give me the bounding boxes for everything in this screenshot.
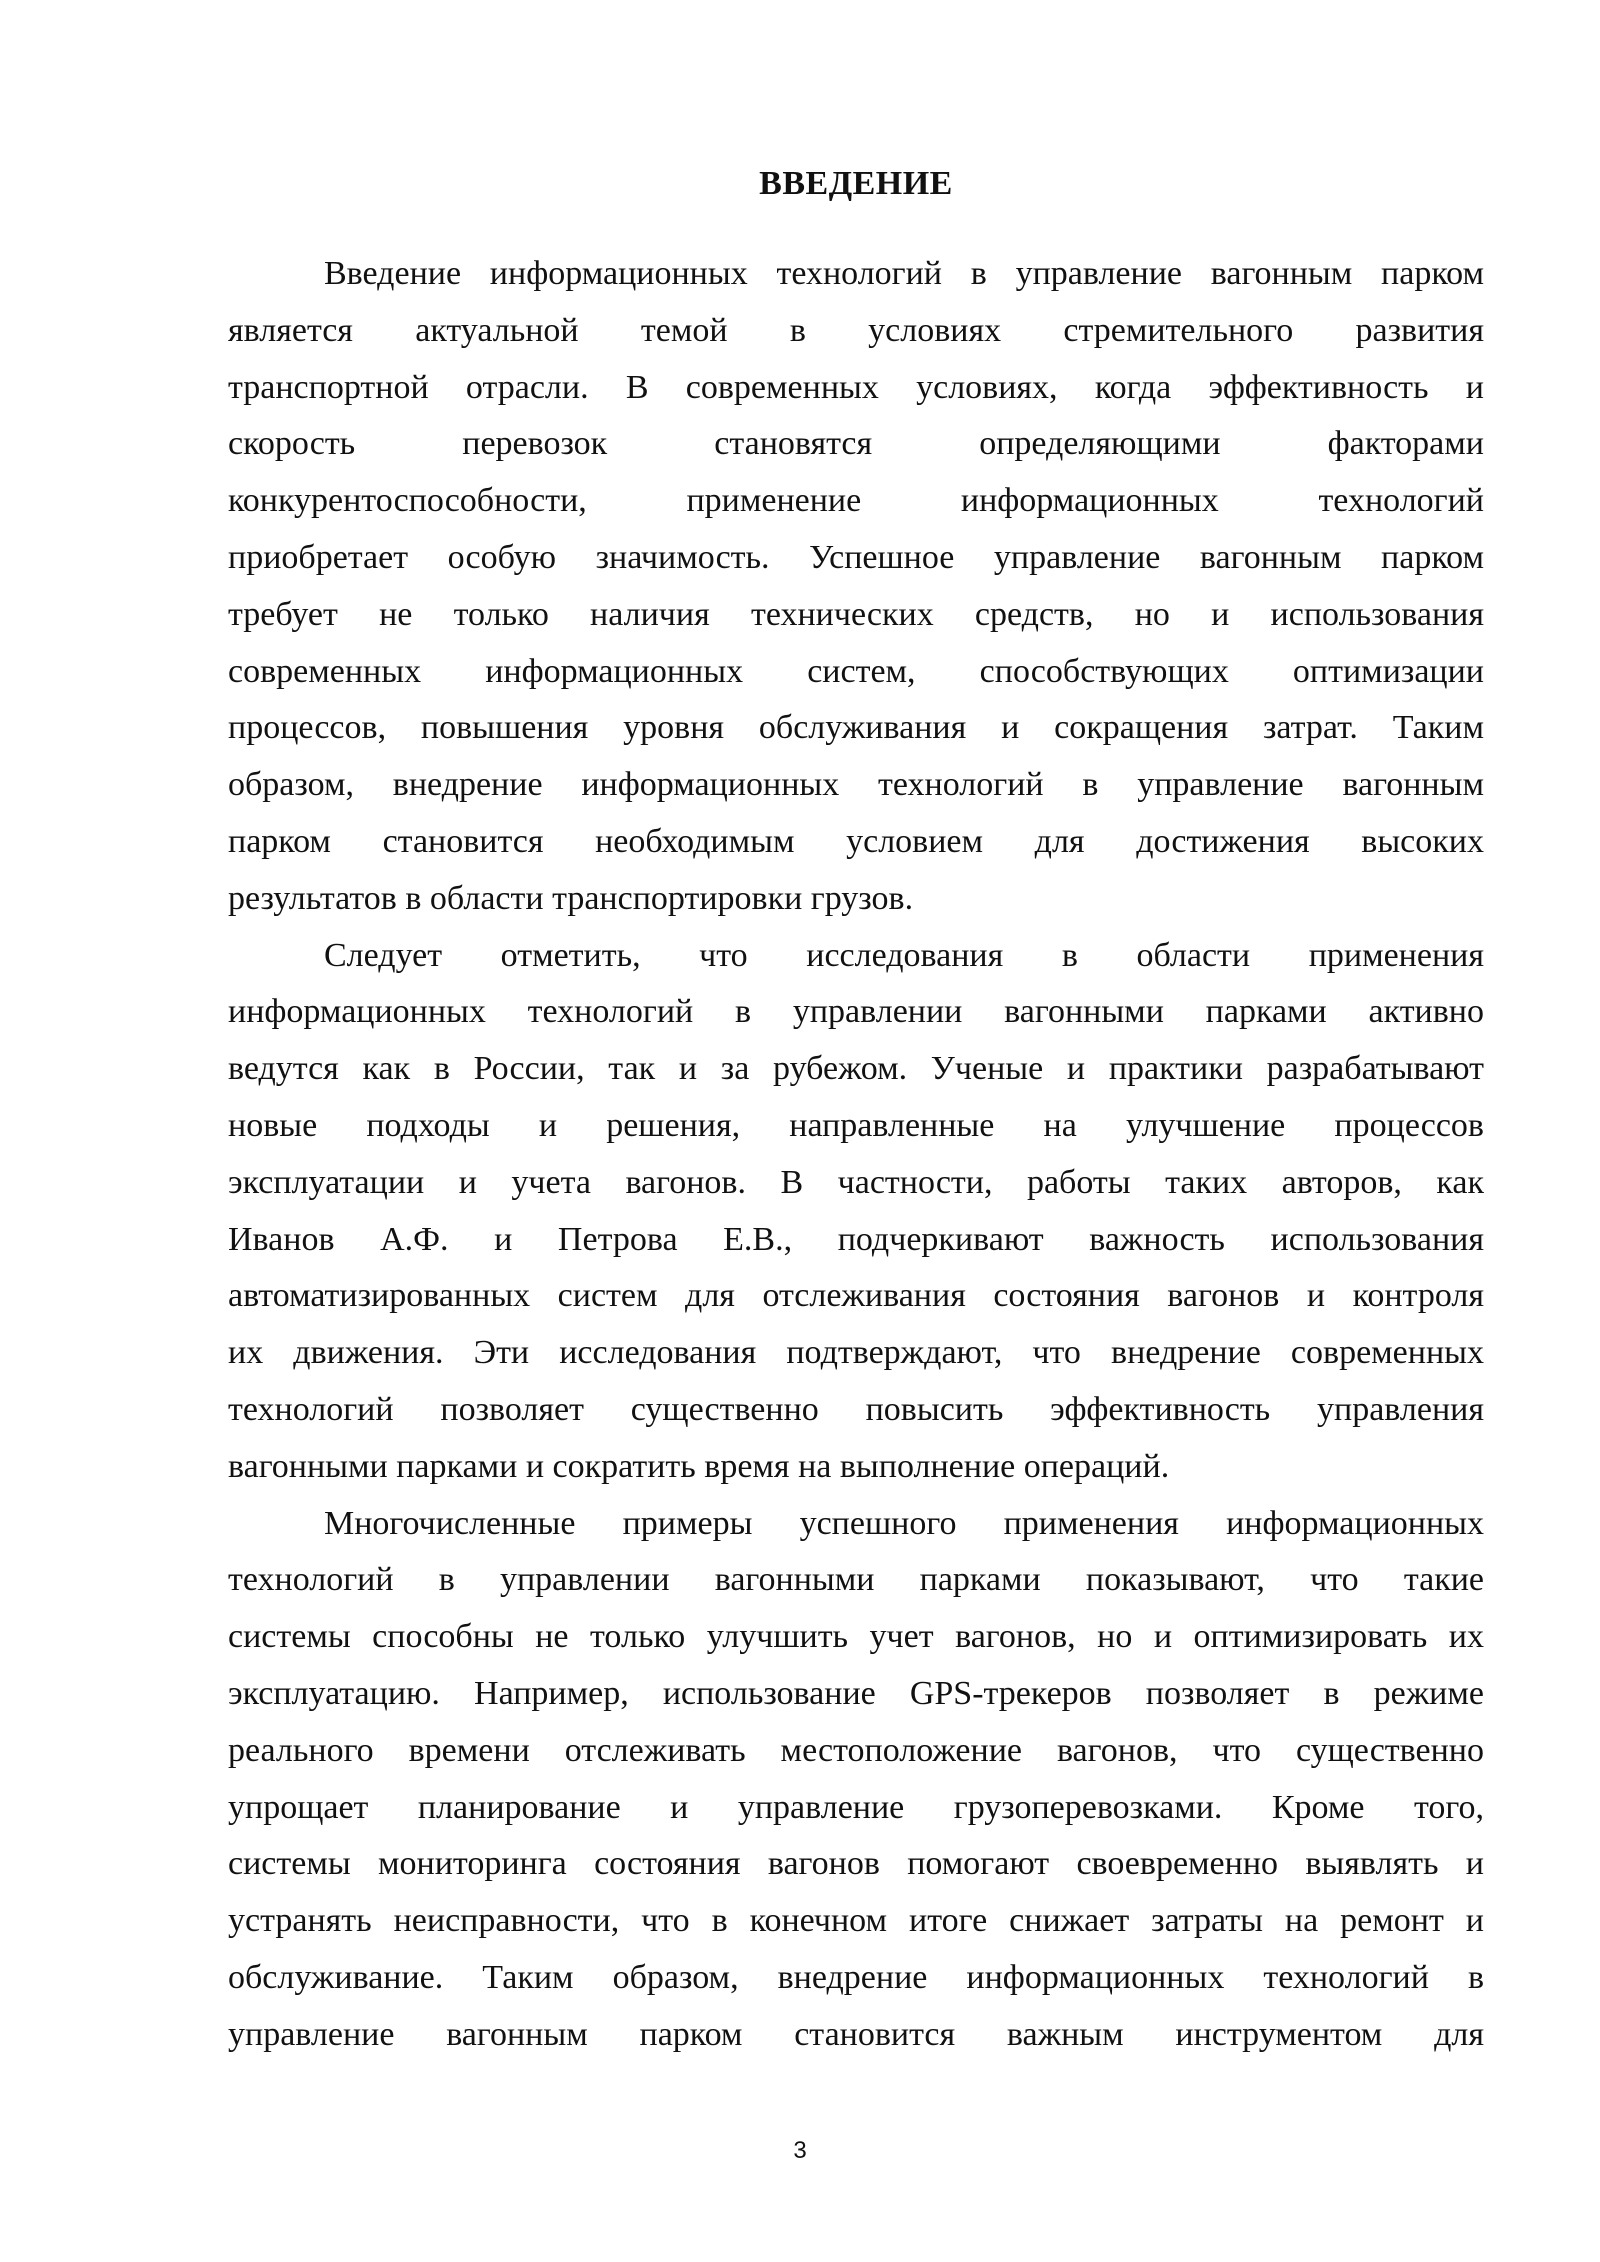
- paragraph-line: образом, внедрение информационных технологий в управление вагонным: [228, 766, 1484, 804]
- paragraph-line: Введение информационных технологий в управление вагонным парком: [324, 255, 1484, 292]
- paragraph-line: системы мониторинга состояния вагонов помогают своевременно выявлять и: [228, 1845, 1484, 1883]
- paragraph-line: приобретает особую значимость. Успешное управление вагонным парком: [228, 538, 1484, 576]
- paragraph: [228, 1496, 1484, 2064]
- paragraph-line: технологий позволяет существенно повысить эффективность управления: [228, 1390, 1484, 1428]
- paragraph-line: устранять неисправности, что в конечном итоге снижает затраты на ремонт и: [228, 1902, 1484, 1940]
- paragraph-line: управление вагонным парком становится важным инструментом для: [228, 2015, 1484, 2053]
- paragraph-line: эксплуатации и учета вагонов. В частности, работы таких авторов, как: [228, 1163, 1484, 1201]
- body-text: [228, 246, 1484, 2064]
- paragraph-line: технологий в управлении вагонными парками показывают, что такие: [228, 1561, 1484, 1599]
- paragraph-line: является актуальной темой в условиях стремительного развития: [228, 311, 1484, 349]
- paragraph-line: информационных технологий в управлении вагонными парками активно: [228, 993, 1484, 1031]
- paragraph-line: автоматизированных систем для отслеживания состояния вагонов и контроля: [228, 1277, 1484, 1315]
- paragraph-line: ведутся как в России, так и за рубежом. Ученые и практики разрабатывают: [228, 1050, 1484, 1088]
- paragraph-line: эксплуатацию. Например, использование GPS-трекеров позволяет в режиме: [228, 1674, 1484, 1712]
- paragraph-line: новые подходы и решения, направленные на улучшение процессов: [228, 1106, 1484, 1144]
- paragraph-line: упрощает планирование и управление грузоперевозками. Кроме того,: [228, 1788, 1484, 1826]
- paragraph-line: их движения. Эти исследования подтверждают, что внедрение современных: [228, 1334, 1484, 1372]
- paragraph-line: результатов в области транспортировки грузов.: [228, 879, 914, 917]
- paragraph: [228, 928, 1484, 1496]
- paragraph-line: требует не только наличия технических средств, но и использования: [228, 595, 1484, 633]
- paragraph-line: современных информационных систем, способствующих оптимизации: [228, 652, 1484, 690]
- paragraph-line: транспортной отрасли. В современных условиях, когда эффективность и: [228, 368, 1484, 406]
- paragraph-line: парком становится необходимым условием для достижения высоких: [228, 822, 1484, 860]
- paragraph-line: процессов, повышения уровня обслуживания и сокращения затрат. Таким: [228, 709, 1484, 747]
- page-title: ВВЕДЕНИЕ: [759, 165, 953, 202]
- paragraph-line: обслуживание. Таким образом, внедрение информационных технологий в: [228, 1958, 1484, 1996]
- paragraph-line: Иванов А.Ф. и Петрова Е.В., подчеркивают важность использования: [228, 1220, 1484, 1258]
- paragraph-line: вагонными парками и сократить время на выполнение операций.: [228, 1447, 1170, 1485]
- paragraph-line: Следует отметить, что исследования в области применения: [324, 936, 1484, 974]
- paragraph-line: системы способны не только улучшить учет вагонов, но и оптимизировать их: [228, 1618, 1484, 1656]
- paragraph-line: скорость перевозок становятся определяющими факторами: [228, 425, 1484, 463]
- paragraph: [228, 246, 1484, 928]
- paragraph-line: реального времени отслеживать местоположение вагонов, что существенно: [228, 1731, 1484, 1769]
- page-number: 3: [793, 2137, 807, 2164]
- paragraph-line: конкурентоспособности, применение информационных технологий: [228, 482, 1484, 520]
- paragraph-line: Многочисленные примеры успешного применения информационных: [324, 1504, 1484, 1542]
